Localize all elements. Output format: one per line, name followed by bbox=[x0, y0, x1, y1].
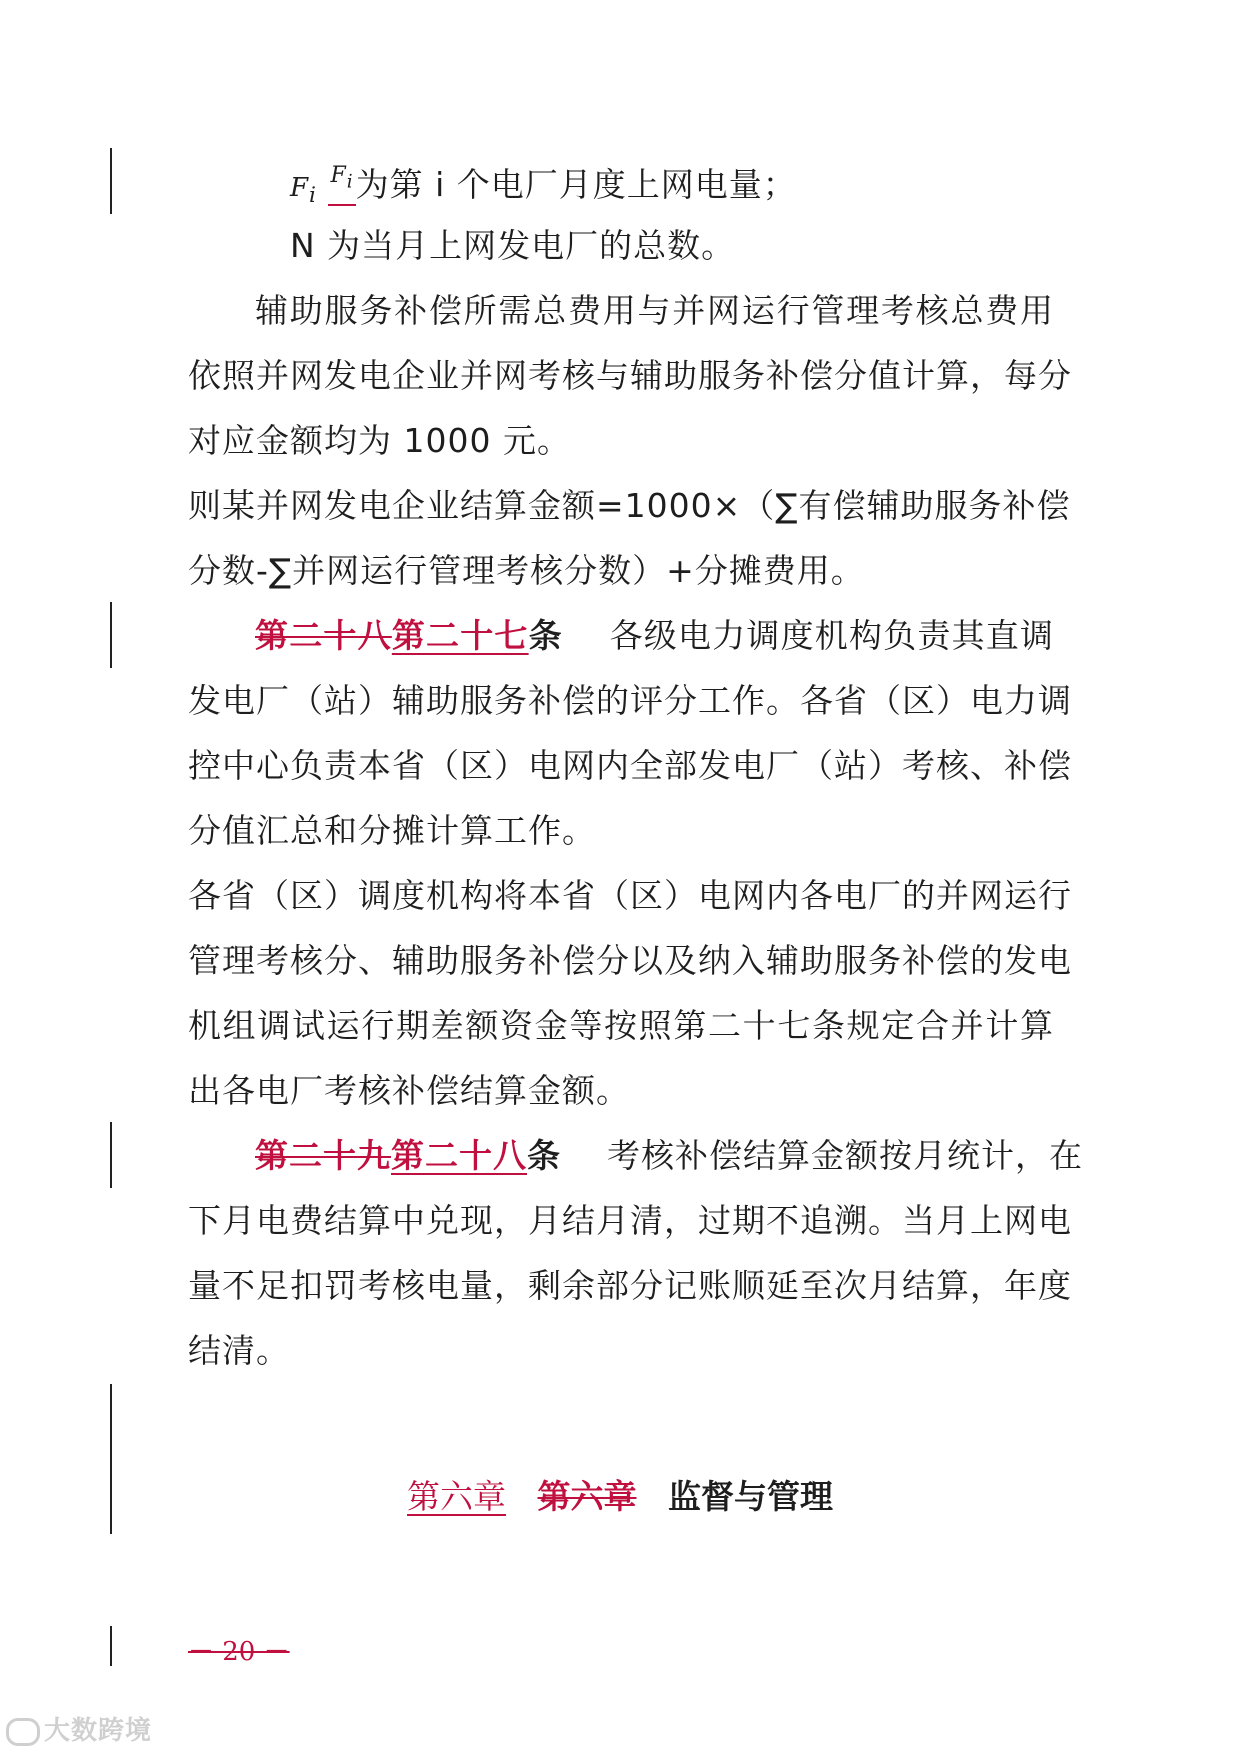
article-28-suffix: 条 bbox=[527, 1136, 561, 1175]
article-28-deleted-number: 第二十九 bbox=[255, 1136, 391, 1175]
article-28-first-line: 考核补偿结算金额按月统计，在 bbox=[606, 1136, 1083, 1175]
article-27-inserted-number: 第二十七 bbox=[391, 616, 529, 655]
formula-line-n: N 为当月上网发电厂的总数。 bbox=[290, 226, 736, 265]
formula-line-fi bbox=[290, 162, 1054, 219]
formula-line-1-text: 为第 i 个电厂月度上网电量； bbox=[355, 165, 797, 204]
chapter-deleted: 第六章 bbox=[537, 1477, 637, 1516]
article-27-line: 发电厂（站）辅助服务补偿的评分工作。各省（区）电力调 bbox=[188, 681, 1072, 720]
article-27-deleted-number: 第二十八 bbox=[255, 616, 392, 655]
fi-symbol: $F_i$ bbox=[290, 173, 317, 209]
para-province-line: 出各电厂考核补偿结算金额。 bbox=[188, 1071, 630, 1110]
chapter-inserted: 第六章 bbox=[407, 1477, 507, 1516]
chapter-heading bbox=[0, 1474, 1240, 1520]
change-bar bbox=[110, 1626, 112, 1666]
watermark bbox=[6, 1710, 152, 1747]
article-27-suffix: 条 bbox=[528, 616, 563, 655]
article-28-line: 下月电费结算中兑现，月结月清，过期不追溯。当月上网电 bbox=[188, 1201, 1072, 1240]
article-27-line: 控中心负责本省（区）电网内全部发电厂（站）考核、补偿 bbox=[188, 746, 1072, 785]
para-settle-line: 分数-∑并网运行管理考核分数）+分摊费用。 bbox=[188, 551, 865, 590]
para-province-line: 管理考核分、辅助服务补偿分以及纳入辅助服务补偿的发电 bbox=[188, 941, 1072, 980]
article-27-heading bbox=[255, 613, 1054, 659]
para-province-line: 机组调试运行期差额资金等按照第二十七条规定合并计算 bbox=[188, 1006, 1054, 1045]
watermark-text: 大数跨境 bbox=[44, 1716, 153, 1746]
change-bar bbox=[110, 1122, 112, 1188]
fi-symbol-inserted: Fi bbox=[328, 165, 355, 206]
article-28-heading bbox=[255, 1133, 1083, 1179]
para-aux-line: 辅助服务补偿所需总费用与并网运行管理考核总费用 bbox=[255, 291, 1054, 330]
article-28-line: 结清。 bbox=[188, 1331, 290, 1370]
chapter-title: 监督与管理 bbox=[667, 1477, 833, 1516]
para-aux-line: 对应金额均为 1000 元。 bbox=[188, 421, 571, 460]
watermark-logo-icon bbox=[6, 1718, 40, 1746]
article-28-inserted-number: 第二十八 bbox=[391, 1136, 527, 1175]
article-27-first-line: 各级电力调度机构负责其直调 bbox=[609, 616, 1055, 655]
page-number: － 20 － bbox=[188, 1637, 290, 1667]
para-province-line: 各省（区）调度机构将本省（区）电网内各电厂的并网运行 bbox=[188, 876, 1072, 915]
para-aux-line: 依照并网发电企业并网考核与辅助服务补偿分值计算，每分 bbox=[188, 356, 1072, 395]
article-27-line: 分值汇总和分摊计算工作。 bbox=[188, 811, 596, 850]
para-settle-line: 则某并网发电企业结算金额=1000×（∑有偿辅助服务补偿 bbox=[188, 486, 1071, 525]
change-bar bbox=[110, 602, 112, 668]
article-28-line: 量不足扣罚考核电量，剩余部分记账顺延至次月结算，年度 bbox=[188, 1266, 1072, 1305]
change-bar bbox=[110, 148, 112, 214]
